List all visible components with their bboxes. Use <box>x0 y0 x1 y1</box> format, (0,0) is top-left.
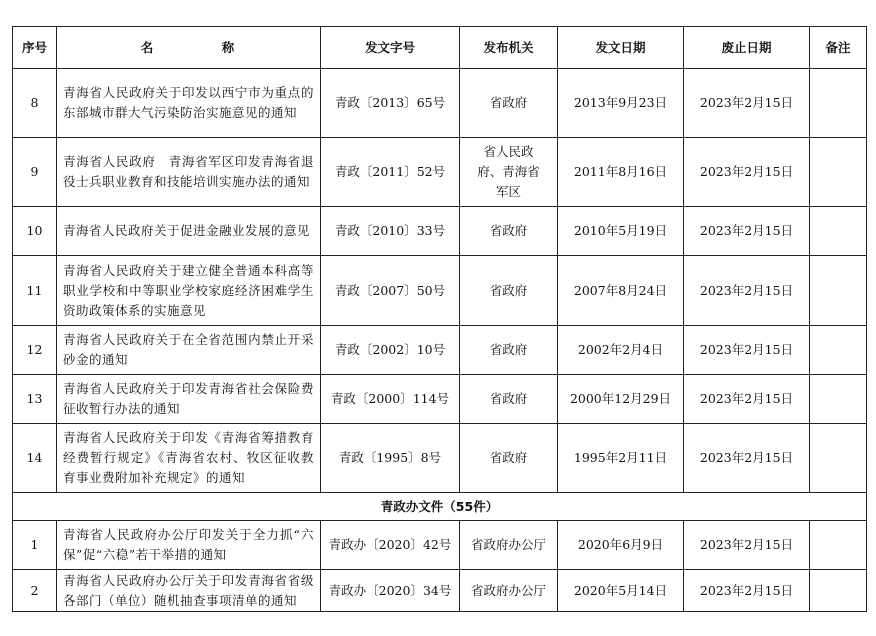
cell-issue-date: 2020年5月14日 <box>558 570 684 612</box>
header-remark: 备注 <box>810 27 867 69</box>
cell-issuer: 省政府 <box>460 256 558 326</box>
header-issuer: 发布机关 <box>460 27 558 69</box>
cell-name: 青海省人民政府关于印发《青海省筹措教育经费暂行规定》《青海省农村、牧区征收教育事业费附加补充规定》的通知 <box>57 424 321 493</box>
cell-remark <box>810 424 867 493</box>
table-row <box>13 570 867 612</box>
cell-seq: 2 <box>13 570 57 612</box>
cell-name: 青海省人民政府关于在全省范围内禁止开采砂金的通知 <box>57 326 321 375</box>
cell-issuer: 省政府办公厅 <box>460 521 558 570</box>
cell-name: 青海省人民政府办公厅印发关于全力抓“六保”促“六稳”若干举措的通知 <box>57 521 321 570</box>
cell-issue-date: 2007年8月24日 <box>558 256 684 326</box>
cell-seq: 8 <box>13 69 57 138</box>
cell-doc-no: 青政〔2010〕33号 <box>321 207 460 256</box>
cell-remark <box>810 326 867 375</box>
cell-repeal-date: 2023年2月15日 <box>684 207 810 256</box>
cell-seq: 11 <box>13 256 57 326</box>
section-title: 青政办文件（55件） <box>13 493 867 521</box>
cell-repeal-date: 2023年2月15日 <box>684 570 810 612</box>
table-row <box>13 424 867 493</box>
cell-seq: 9 <box>13 138 57 207</box>
cell-doc-no: 青政办〔2020〕34号 <box>321 570 460 612</box>
cell-doc-no: 青政〔2011〕52号 <box>321 138 460 207</box>
header-row <box>13 27 867 69</box>
table-row <box>13 521 867 570</box>
cell-remark <box>810 138 867 207</box>
cell-seq: 1 <box>13 521 57 570</box>
cell-issuer: 省政府办公厅 <box>460 570 558 612</box>
cell-issuer: 省政府 <box>460 424 558 493</box>
cell-issue-date: 2020年6月9日 <box>558 521 684 570</box>
cell-issuer: 省人民政府、青海省军区 <box>460 138 558 207</box>
cell-remark <box>810 207 867 256</box>
header-doc-no: 发文字号 <box>321 27 460 69</box>
header-seq: 序号 <box>13 27 57 69</box>
cell-doc-no: 青政办〔2020〕42号 <box>321 521 460 570</box>
table-row <box>13 256 867 326</box>
cell-name: 青海省人民政府 青海省军区印发青海省退役士兵职业教育和技能培训实施办法的通知 <box>57 138 321 207</box>
section-header-row <box>13 493 867 521</box>
cell-seq: 14 <box>13 424 57 493</box>
cell-repeal-date: 2023年2月15日 <box>684 256 810 326</box>
cell-remark <box>810 69 867 138</box>
table-row <box>13 138 867 207</box>
cell-repeal-date: 2023年2月15日 <box>684 375 810 424</box>
cell-name: 青海省人民政府关于促进金融业发展的意见 <box>57 207 321 256</box>
cell-remark <box>810 521 867 570</box>
cell-doc-no: 青政〔2000〕114号 <box>321 375 460 424</box>
cell-name: 青海省人民政府关于印发以西宁市为重点的东部城市群大气污染防治实施意见的通知 <box>57 69 321 138</box>
cell-doc-no: 青政〔2013〕65号 <box>321 69 460 138</box>
cell-repeal-date: 2023年2月15日 <box>684 69 810 138</box>
cell-issue-date: 2011年8月16日 <box>558 138 684 207</box>
cell-issuer: 省政府 <box>460 207 558 256</box>
header-name: 名 称 <box>57 27 321 69</box>
cell-issuer: 省政府 <box>460 326 558 375</box>
cell-issue-date: 1995年2月11日 <box>558 424 684 493</box>
cell-issuer: 省政府 <box>460 69 558 138</box>
cell-remark <box>810 570 867 612</box>
cell-repeal-date: 2023年2月15日 <box>684 521 810 570</box>
table-row <box>13 326 867 375</box>
cell-name: 青海省人民政府关于建立健全普通本科高等职业学校和中等职业学校家庭经济困难学生资助政策体系的实施意见 <box>57 256 321 326</box>
cell-repeal-date: 2023年2月15日 <box>684 326 810 375</box>
cell-name: 青海省人民政府关于印发青海省社会保险费征收暂行办法的通知 <box>57 375 321 424</box>
cell-issue-date: 2013年9月23日 <box>558 69 684 138</box>
repealed-documents-table <box>12 26 867 612</box>
table-row <box>13 69 867 138</box>
header-issue-date: 发文日期 <box>558 27 684 69</box>
cell-seq: 12 <box>13 326 57 375</box>
cell-remark <box>810 256 867 326</box>
cell-issuer: 省政府 <box>460 375 558 424</box>
cell-doc-no: 青政〔2007〕50号 <box>321 256 460 326</box>
table-row <box>13 207 867 256</box>
cell-repeal-date: 2023年2月15日 <box>684 138 810 207</box>
cell-issue-date: 2010年5月19日 <box>558 207 684 256</box>
cell-issue-date: 2002年2月4日 <box>558 326 684 375</box>
header-repeal-date: 废止日期 <box>684 27 810 69</box>
cell-doc-no: 青政〔2002〕10号 <box>321 326 460 375</box>
cell-doc-no: 青政〔1995〕8号 <box>321 424 460 493</box>
cell-name: 青海省人民政府办公厅关于印发青海省省级各部门（单位）随机抽查事项清单的通知 <box>57 570 321 612</box>
cell-remark <box>810 375 867 424</box>
cell-repeal-date: 2023年2月15日 <box>684 424 810 493</box>
cell-seq: 13 <box>13 375 57 424</box>
cell-issue-date: 2000年12月29日 <box>558 375 684 424</box>
cell-seq: 10 <box>13 207 57 256</box>
table-row <box>13 375 867 424</box>
